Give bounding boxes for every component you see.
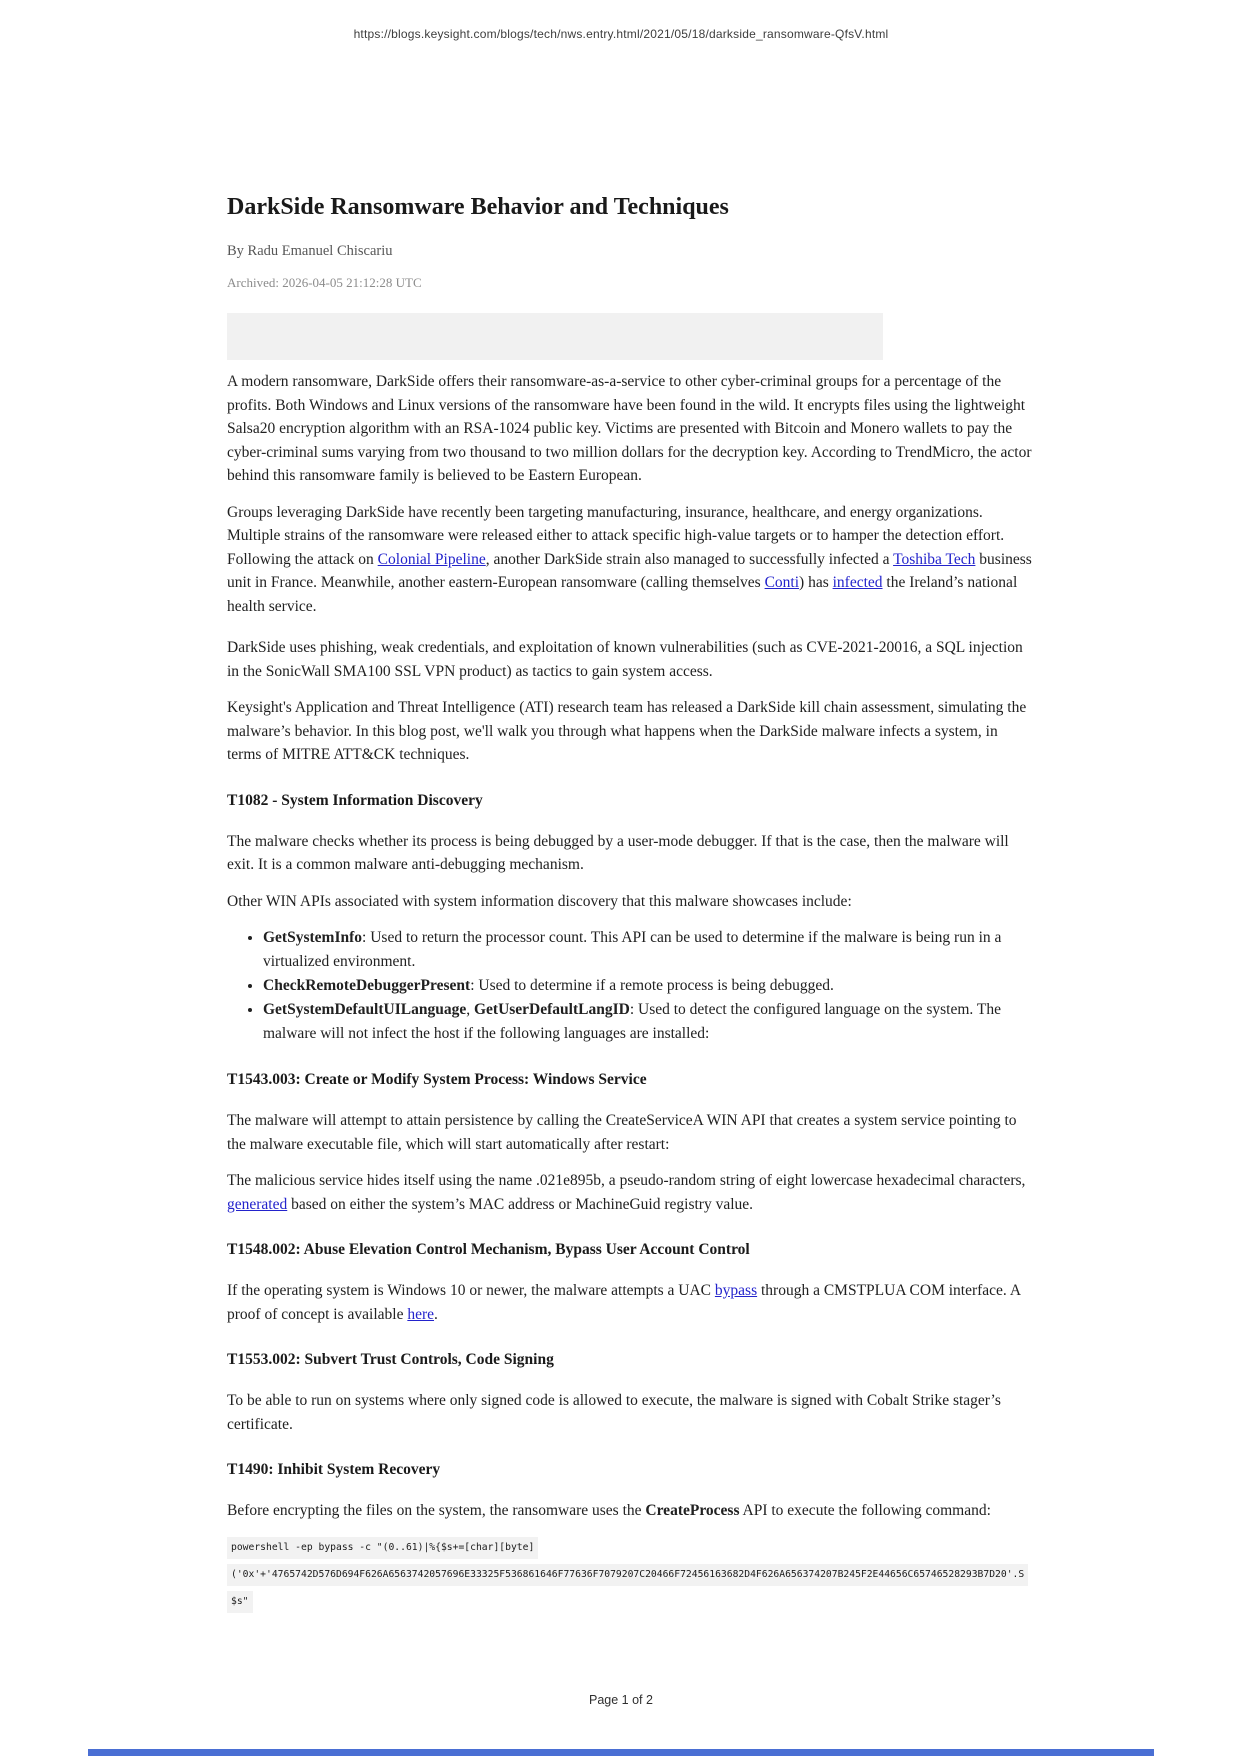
page-number: Page 1 of 2 [589,1693,653,1707]
paragraph-text: Keysight's Application and Threat Intelligence (ATI) research team has released a DarkSide kill chain assessment, simulating the malware’s behavior. In this blog post, we'll walk you through what happens when the DarkSide malware infects a system, in terms of MITRE ATT&CK techniques. [227,699,1027,763]
paragraph-text: based on either the system’s MAC address or MachineGuid registry value. [287,1195,754,1213]
paragraph-targets [227,501,1035,619]
api-name: GetUserDefaultLangID [473,1001,630,1018]
list-item-checkremotedebugger [263,974,1035,998]
paragraph-win-apis-intro [227,890,1035,914]
paragraph-tactics [227,636,1035,683]
section-heading-t1490: T1490: Inhibit System Recovery [227,1461,441,1478]
list-item-text: : Used to detect the configured language on the system. The malware will not infect the host if the following languages are installed: [263,1001,1001,1042]
paragraph-service-name [227,1169,1035,1216]
link-colonial-pipeline[interactable]: Colonial Pipeline [377,550,486,568]
paragraph-text: ) has [799,574,833,591]
list-item-getsysteminfo [263,926,1035,974]
list-item-text: , [466,1001,474,1018]
print-header-url: https://blogs.keysight.com/blogs/tech/nws.entry.html/2021/05/18/darkside_ransomware-QfsV.html [353,27,889,41]
paragraph-code-signing [227,1389,1035,1436]
bottom-blue-bar [88,1749,1154,1756]
paragraph-text: API to execute the following command: [739,1502,991,1519]
paragraph-text: through a CMSTPLUA COM interface. A proof of concept is available [227,1282,1021,1323]
paragraph-text: Groups leveraging DarkSide have recently been targeting manufacturing, insurance, healthcare, and energy organizations. Multiple strains of the ransomware were released either to attack specific high-value targets or to hamper the detection effort. Following the attack on [227,503,1005,568]
link-bypass[interactable]: bypass [714,1282,758,1299]
paragraph-createprocess [227,1499,1035,1523]
paragraph-text: . [434,1305,438,1323]
paragraph-debug-check [227,830,1035,877]
page-title: DarkSide Ransomware Behavior and Techniques [227,194,729,220]
paragraph-intro [227,370,1035,488]
paragraph-text: If the operating system is Windows 10 or newer, the malware attempts a UAC [227,1282,715,1299]
paragraph-uac-bypass [227,1279,1035,1326]
paragraph-text: The malware will attempt to attain persistence by calling the CreateServiceA WIN API that creates a system service pointing to the malware executable file, which will start automatically after restart: [227,1112,1017,1153]
paragraph-text: Before encrypting the files on the system, the ransomware uses the [227,1502,646,1519]
byline: By Radu Emanuel Chiscariu [227,243,393,259]
paragraph-text: business unit in France. Meanwhile, another eastern-European ransomware (calling themselves [227,550,1032,591]
paragraph-text: The malware checks whether its process is being debugged by a user-mode debugger. If that is the case, then the malware will exit. It is a common malware anti-debugging mechanism. [227,832,1009,873]
paragraph-text: , another DarkSide strain also managed to successfully infected a [485,550,894,568]
code-block [227,1537,1035,1613]
api-name: CreateProcess [645,1502,740,1519]
link-generated[interactable]: generated [227,1195,288,1213]
paragraph-persistence [227,1109,1035,1156]
archived-timestamp: Archived: 2026-04-05 21:12:28 UTC [227,275,422,290]
paragraph-text: the Ireland’s national health service. [227,574,1018,615]
section-heading-t1548: T1548.002: Abuse Elevation Control Mechanism, Bypass User Account Control [227,1241,750,1258]
link-conti[interactable]: Conti [764,574,800,591]
api-name: GetSystemDefaultUILanguage [263,1001,467,1018]
link-infected[interactable]: infected [832,574,883,591]
code-line-1: powershell -ep bypass -c "(0..61)|%{$s+=[char][byte] [227,1537,538,1559]
paragraph-text: The malicious service hides itself using the name .021e895b, a pseudo-random string of eight lowercase hexadecimal characters, [227,1172,1026,1189]
paragraph-keysight-ati [227,696,1035,767]
link-here[interactable]: here [407,1305,435,1323]
section-heading-t1082: T1082 - System Information Discovery [227,791,483,809]
list-item-text: : Used to determine if a remote process is being debugged. [470,977,834,994]
section-heading-t1543: T1543.003: Create or Modify System Process: Windows Service [227,1071,647,1088]
link-toshiba-tech[interactable]: Toshiba Tech [893,550,976,568]
list-item-language-apis [263,998,1035,1046]
api-name: CheckRemoteDebuggerPresent [263,977,471,994]
section-heading-t1553: T1553.002: Subvert Trust Controls, Code Signing [227,1351,554,1368]
api-name: GetSystemInfo [263,929,363,946]
win-api-list [227,926,1035,1046]
article-content [227,186,1035,1618]
code-line-2: ('0x'+'4765742D576D694F626A6563742057696E33325F536861646F77636F7079207C20466F72456163682D4F626A656374207B245F2E44656C65746528293B7D20'.S [227,1564,1028,1586]
code-line-3: $s" [227,1591,253,1613]
list-item-text: : Used to return the processor count. This API can be used to determine if the malware is being run in a virtualized environment. [263,929,1002,970]
image-placeholder [227,313,883,360]
paragraph-text: To be able to run on systems where only signed code is allowed to execute, the malware is signed with Cobalt Strike stager’s certificate. [227,1392,1001,1433]
paragraph-text: DarkSide uses phishing, weak credentials, and exploitation of known vulnerabilities (such as CVE-2021-20016, a SQL injection in the SonicWall SMA100 SSL VPN product) as tactics to gain system access. [227,639,1023,680]
paragraph-text: Other WIN APIs associated with system information discovery that this malware showcases include: [227,892,852,910]
paragraph-text: A modern ransomware, DarkSide offers their ransomware-as-a-service to other cyber-criminal groups for a percentage of the profits. Both Windows and Linux versions of the ransomware have been found in the wild. It encrypts files using the lightweight Salsa20 encryption algorithm with an RSA-1024 public key. Victims are presented with Bitcoin and Monero wallets to pay the cyber-criminal sums varying from two thousand to two million dollars for the decryption key. According to TrendMicro, the actor behind this ransomware family is believed to be Eastern European. [227,373,1032,484]
